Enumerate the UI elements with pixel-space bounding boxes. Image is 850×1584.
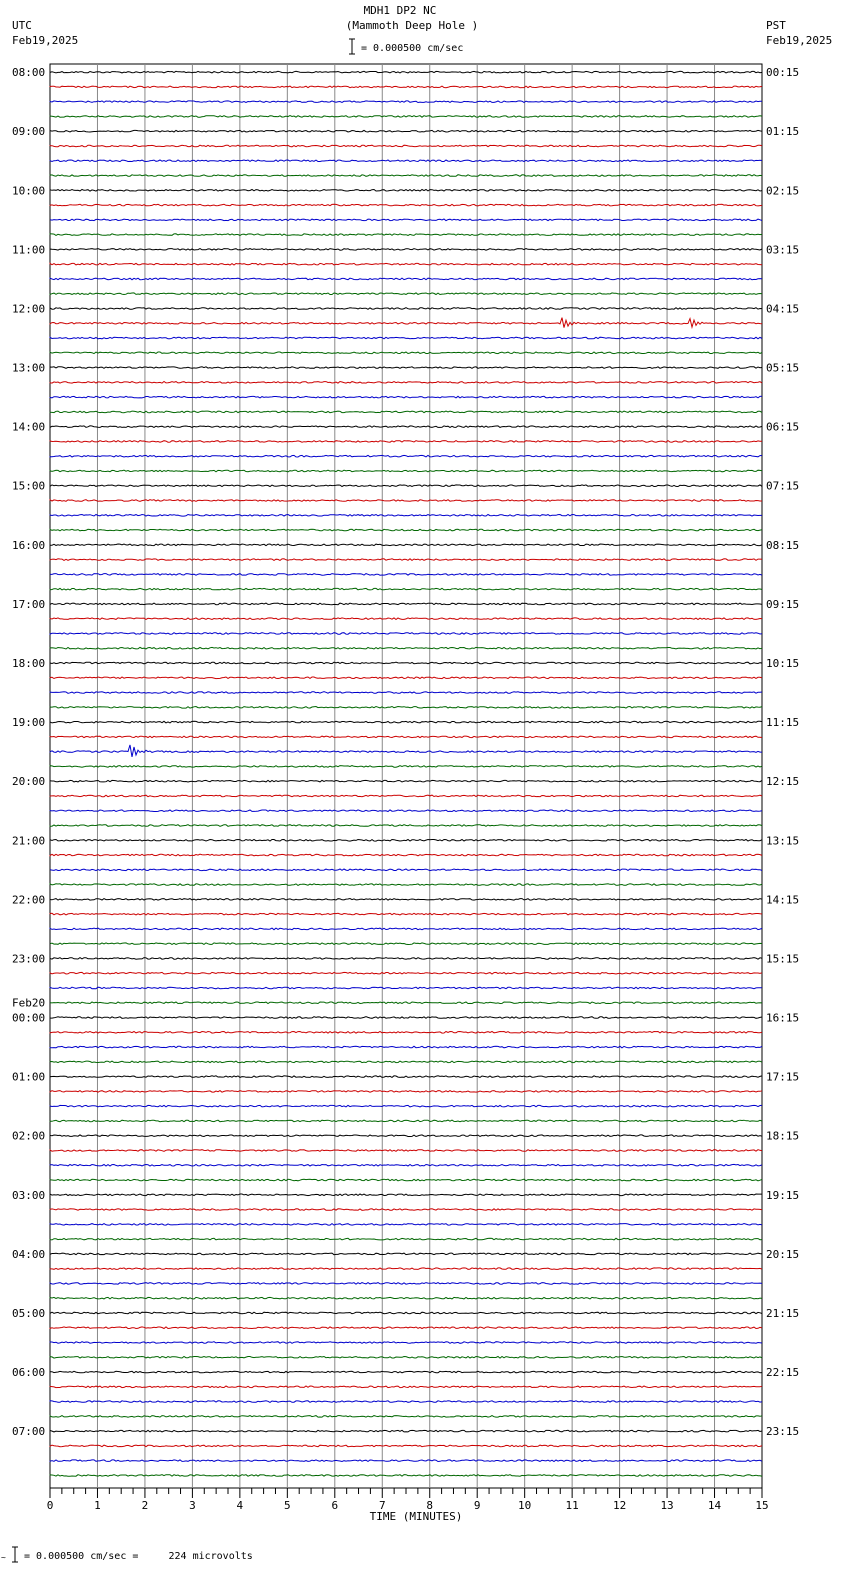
trace-line [50, 308, 762, 310]
utc-hour-label: 19:00 [12, 716, 46, 730]
pst-hour-label: 07:15 [766, 479, 800, 493]
trace-line [50, 574, 762, 576]
pst-hour-label: 13:15 [766, 834, 800, 848]
trace-line [50, 160, 762, 162]
x-tick-label: 6 [331, 1499, 339, 1512]
trace-line [50, 130, 762, 132]
left-zone: UTC [12, 19, 32, 32]
utc-hour-label: 05:00 [12, 1306, 46, 1320]
trace-line [50, 766, 762, 768]
trace-line [50, 426, 762, 428]
utc-hour-label: 08:00 [12, 66, 46, 80]
trace-line [50, 544, 762, 546]
trace-line [50, 101, 762, 103]
trace-line [50, 1371, 762, 1373]
trace-line [50, 1164, 762, 1166]
x-tick-label: 9 [473, 1499, 481, 1512]
trace-line [50, 1401, 762, 1403]
trace-line [50, 382, 762, 384]
trace-line [50, 293, 762, 295]
trace-line [50, 175, 762, 177]
trace-line [50, 441, 762, 443]
trace-line [50, 692, 762, 694]
utc-hour-label: 06:00 [12, 1366, 46, 1380]
utc-hour-label: 15:00 [12, 479, 46, 493]
pst-hour-label: 09:15 [766, 597, 800, 611]
trace-line [50, 1416, 762, 1418]
trace-line [50, 396, 762, 398]
trace-line [50, 736, 762, 738]
trace-line [50, 485, 762, 487]
utc-hour-label: 23:00 [12, 952, 46, 966]
trace-line [50, 913, 762, 915]
trace-line [50, 899, 762, 901]
utc-hour-label: 16:00 [12, 538, 46, 552]
trace-line [50, 745, 762, 757]
trace-line [50, 721, 762, 723]
pst-hour-label: 10:15 [766, 656, 800, 670]
pst-hour-label: 01:15 [766, 125, 800, 139]
trace-line [50, 647, 762, 649]
trace-line [50, 1357, 762, 1359]
trace-line [50, 1194, 762, 1196]
trace-line [50, 1032, 762, 1034]
site-title: (Mammoth Deep Hole ) [345, 19, 479, 32]
trace-line [50, 234, 762, 236]
utc-hour-label: 09:00 [12, 125, 46, 139]
trace-line [50, 559, 762, 561]
trace-line [50, 470, 762, 472]
trace-line [50, 1091, 762, 1093]
trace-line [50, 367, 762, 369]
trace-line [50, 780, 762, 782]
trace-line [50, 1135, 762, 1137]
x-tick-label: 11 [565, 1499, 579, 1512]
trace-line [50, 662, 762, 664]
trace-line [50, 204, 762, 206]
calibration-text: = 0.000500 cm/sec = 224 microvolts [24, 1551, 253, 1562]
trace-line [50, 677, 762, 679]
trace-line [50, 249, 762, 251]
trace-line [50, 1342, 762, 1344]
trace-line [50, 71, 762, 73]
pst-hour-label: 22:15 [766, 1366, 800, 1380]
plot-frame [50, 64, 762, 1488]
trace-line [50, 987, 762, 989]
x-tick-label: 15 [755, 1499, 769, 1512]
trace-line [50, 928, 762, 930]
trace-line [50, 943, 762, 945]
pst-hour-label: 19:15 [766, 1188, 800, 1202]
trace-line [50, 1430, 762, 1432]
calibration-bar-icon [11, 1546, 19, 1564]
trace-line [50, 1179, 762, 1181]
trace-line [50, 707, 762, 709]
utc-hour-label: 14:00 [12, 420, 46, 434]
scale-text: = 0.000500 cm/sec [361, 43, 464, 54]
x-tick-label: 10 [518, 1499, 532, 1512]
trace-line [50, 145, 762, 147]
x-tick-label: 2 [141, 1499, 149, 1512]
trace-line [50, 603, 762, 605]
trace-line [50, 1105, 762, 1107]
station-title: MDH1 DP2 NC [363, 4, 437, 17]
trace-line [50, 795, 762, 797]
x-tick-label: 8 [426, 1499, 434, 1512]
trace-line [50, 588, 762, 590]
right-date: Feb19,2025 [766, 34, 833, 47]
pst-hour-label: 21:15 [766, 1306, 800, 1320]
utc-hour-label: 17:00 [12, 597, 46, 611]
pst-hour-label: 03:15 [766, 243, 800, 257]
pst-hour-label: 02:15 [766, 184, 800, 198]
trace-line [50, 618, 762, 620]
pst-hour-label: 18:15 [766, 1129, 800, 1143]
trace-line [50, 86, 762, 88]
utc-hour-label: 18:00 [12, 656, 46, 670]
trace-line [50, 810, 762, 812]
trace-line [50, 411, 762, 413]
trace-line [50, 1061, 762, 1063]
pst-hour-label: 20:15 [766, 1247, 800, 1261]
x-axis-label: TIME (MINUTES) [369, 1510, 463, 1523]
utc-hour-label: 03:00 [12, 1188, 46, 1202]
trace-line [50, 1046, 762, 1048]
trace-line [50, 1150, 762, 1152]
date-change-label: Feb20 [12, 996, 46, 1010]
utc-hour-label: 07:00 [12, 1425, 46, 1439]
utc-hour-label: 21:00 [12, 834, 46, 848]
x-tick-label: 12 [612, 1499, 627, 1512]
pst-hour-label: 14:15 [766, 893, 800, 907]
pst-hour-label: 16:15 [766, 1011, 800, 1025]
pst-hour-label: 17:15 [766, 1070, 800, 1084]
pst-hour-label: 00:15 [766, 66, 800, 80]
utc-hour-label: 12:00 [12, 302, 46, 316]
utc-hour-label: 20:00 [12, 775, 46, 789]
trace-line [50, 500, 762, 502]
trace-line [50, 263, 762, 265]
trace-line [50, 1253, 762, 1255]
left-date: Feb19,2025 [12, 34, 79, 47]
calibration-legend [0, 1546, 400, 1564]
trace-line [50, 1460, 762, 1462]
trace-line [50, 219, 762, 221]
pst-hour-label: 11:15 [766, 716, 800, 730]
trace-line [50, 1475, 762, 1477]
trace-line [50, 1224, 762, 1226]
trace-line [50, 1386, 762, 1388]
pst-hour-label: 23:15 [766, 1425, 800, 1439]
x-tick-label: 5 [284, 1499, 291, 1512]
trace-line [50, 1017, 762, 1019]
trace-line [50, 1268, 762, 1270]
trace-line [50, 1283, 762, 1285]
trace-line [50, 1312, 762, 1314]
trace-line [50, 958, 762, 960]
utc-hour-label: 01:00 [12, 1070, 46, 1084]
trace-line [50, 515, 762, 517]
x-tick-label: 1 [94, 1499, 101, 1512]
trace-line [50, 318, 762, 328]
trace-line [50, 840, 762, 842]
trace-line [50, 1238, 762, 1240]
utc-hour-label: 00:00 [12, 1011, 46, 1025]
trace-line [50, 116, 762, 118]
trace-line [50, 633, 762, 635]
trace-line [50, 352, 762, 354]
trace-line [50, 884, 762, 886]
trace-line [50, 972, 762, 974]
trace-line [50, 455, 762, 457]
trace-line [50, 825, 762, 827]
pst-hour-label: 04:15 [766, 302, 800, 316]
pst-hour-label: 08:15 [766, 538, 800, 552]
trace-line [50, 529, 762, 531]
trace-line [50, 1120, 762, 1122]
trace-line [50, 1445, 762, 1447]
utc-hour-label: 02:00 [12, 1129, 46, 1143]
pst-hour-label: 06:15 [766, 420, 800, 434]
right-zone: PST [766, 19, 786, 32]
trace-line [50, 1327, 762, 1329]
trace-line [50, 190, 762, 192]
pst-hour-label: 15:15 [766, 952, 800, 966]
x-tick-label: 0 [46, 1499, 54, 1512]
pst-hour-label: 05:15 [766, 361, 800, 375]
utc-hour-label: 13:00 [12, 361, 46, 375]
pst-hour-label: 12:15 [766, 775, 800, 789]
trace-line [50, 854, 762, 856]
utc-hour-label: 04:00 [12, 1247, 46, 1261]
trace-line [50, 278, 762, 280]
calibration-mark: ~ [1, 1553, 6, 1562]
trace-line [50, 869, 762, 871]
utc-hour-label: 10:00 [12, 184, 46, 198]
x-tick-label: 14 [707, 1499, 722, 1512]
trace-line [50, 1297, 762, 1299]
x-tick-label: 7 [378, 1499, 386, 1512]
trace-line [50, 1076, 762, 1078]
trace-line [50, 337, 762, 339]
x-tick-label: 4 [236, 1499, 244, 1512]
utc-hour-label: 11:00 [12, 243, 46, 257]
trace-line [50, 1209, 762, 1211]
x-tick-label: 3 [189, 1499, 196, 1512]
trace-line [50, 1002, 762, 1004]
utc-hour-label: 22:00 [12, 893, 46, 907]
x-tick-label: 13 [660, 1499, 674, 1512]
